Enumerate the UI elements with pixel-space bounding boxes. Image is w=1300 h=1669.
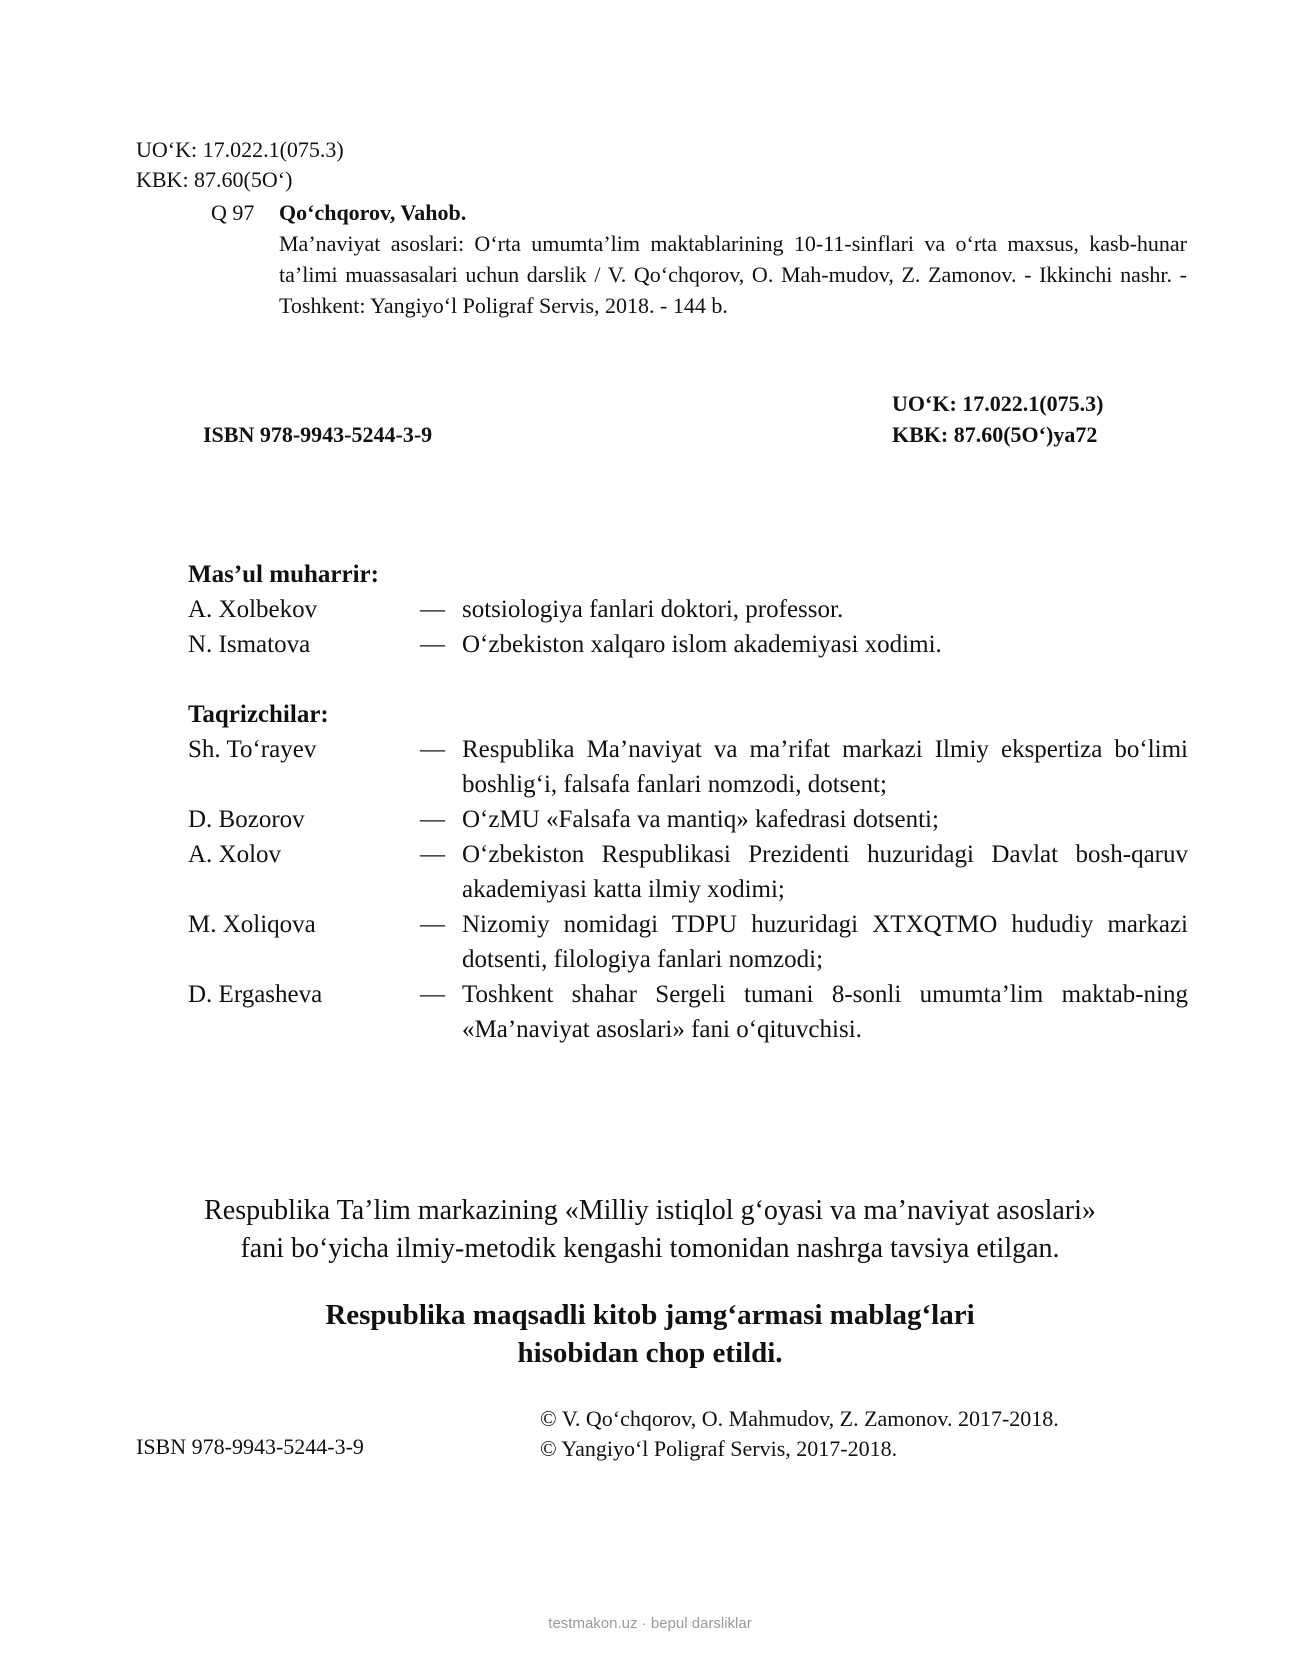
- copyright-publisher: © Yangiyo‘l Poligraf Servis, 2017-2018.: [540, 1436, 898, 1461]
- kbk-code-bold: KBK: 87.60(5O‘)ya72: [892, 422, 1098, 447]
- person-description: Nizomiy nomidagi TDPU huzuridagi XTXQTMO hududiy markazi dotsenti, filologiya fanlari nomzodi;: [462, 911, 1188, 973]
- funding-block: [0, 1296, 1300, 1372]
- reviewers-list: [188, 732, 1188, 1047]
- person-description: O‘zbekiston xalqaro islom akademiyasi xodimi.: [462, 631, 942, 658]
- funding-line-1: Respublika maqsadli kitob jamg‘armasi mablag‘lari: [325, 1299, 975, 1331]
- recommendation-block: [0, 1192, 1300, 1268]
- person-name: A. Xolbekov: [188, 596, 318, 623]
- author-code: Q 97: [211, 200, 255, 225]
- person-name: N. Ismatova: [188, 631, 311, 658]
- person-description: O‘zbekiston Respublikasi Prezidenti huzuridagi Davlat bosh-qaruv akademiyasi katta ilmiy xodimi;: [462, 841, 1188, 903]
- dash: —: [420, 631, 445, 658]
- person-name: M. Xoliqova: [188, 911, 316, 938]
- person-name: D. Ergasheva: [188, 981, 323, 1008]
- person-description: sotsiologiya fanlari doktori, professor.: [462, 596, 844, 623]
- recommendation-line-1: Respublika Ta’lim markazining «Milliy istiqlol g‘oyasi va ma’naviyat asoslari»: [204, 1195, 1096, 1226]
- reviewers-heading: Taqrizchilar:: [188, 701, 329, 728]
- isbn-bold: ISBN 978-9943-5244-3-9: [203, 422, 433, 447]
- credit-row: [188, 627, 1188, 662]
- person-description: O‘zMU «Falsafa va mantiq» kafedrasi dotsenti;: [462, 806, 939, 833]
- credit-row: [188, 592, 1188, 627]
- footer-watermark: testmakon.uz · bepul darsliklar: [548, 1615, 752, 1632]
- person-name: D. Bozorov: [188, 806, 305, 833]
- editors-heading: Mas’ul muharrir:: [188, 561, 379, 588]
- dash: —: [420, 806, 445, 833]
- copyright-authors: © V. Qo‘chqorov, O. Mahmudov, Z. Zamonov. 2017-2018.: [540, 1406, 1059, 1431]
- recommendation-line-2: fani bo‘yicha ilmiy-metodik kengashi tomonidan nashrga tavsiya etilgan.: [240, 1233, 1060, 1264]
- credit-row: [188, 802, 1188, 837]
- dash: —: [420, 841, 445, 868]
- dash: —: [420, 981, 445, 1008]
- reviewers-section: [188, 697, 1188, 1047]
- credit-row: [188, 977, 1188, 1047]
- kbk-code: KBK: 87.60(5O‘): [136, 167, 293, 192]
- author-name: Qo‘chqorov, Vahob.: [279, 200, 467, 225]
- editors-list: [188, 592, 1188, 662]
- credit-row: [188, 907, 1188, 977]
- funding-line-2: hisobidan chop etildi.: [517, 1337, 783, 1369]
- isbn: ISBN 978-9943-5244-3-9: [136, 1434, 364, 1459]
- person-description: Respublika Ma’naviyat va ma’rifat markazi Ilmiy ekspertiza bo‘limi boshlig‘i, falsafa fanlari nomzodi, dotsent;: [462, 736, 1188, 798]
- book-annotation: Ma’naviyat asoslari: O‘rta umumta’lim maktablarining 10-11-sinflari va o‘rta maxsus, kasb-hunar ta’limi muassasalari uchun darslik / V. Qo‘chqorov, O. Mah-mudov, Z. Zamonov. - Ikkinchi nashr. - Toshkent: Yangiyo‘l Poligraf Servis, 2018. - 144 b.: [279, 231, 1187, 318]
- dash: —: [420, 736, 445, 763]
- dash: —: [420, 911, 445, 938]
- uok-code-bold: UO‘K: 17.022.1(075.3): [892, 391, 1104, 416]
- dash: —: [420, 596, 445, 623]
- uok-code: UO‘K: 17.022.1(075.3): [136, 137, 344, 162]
- editors-section: [188, 557, 1188, 662]
- person-description: Toshkent shahar Sergeli tumani 8-sonli umumta’lim maktab-ning «Ma’naviyat asoslari» fani o‘qituvchisi.: [462, 981, 1188, 1043]
- credit-row: [188, 732, 1188, 802]
- person-name: Sh. To‘rayev: [188, 736, 317, 763]
- credit-row: [188, 837, 1188, 907]
- person-name: A. Xolov: [188, 841, 282, 868]
